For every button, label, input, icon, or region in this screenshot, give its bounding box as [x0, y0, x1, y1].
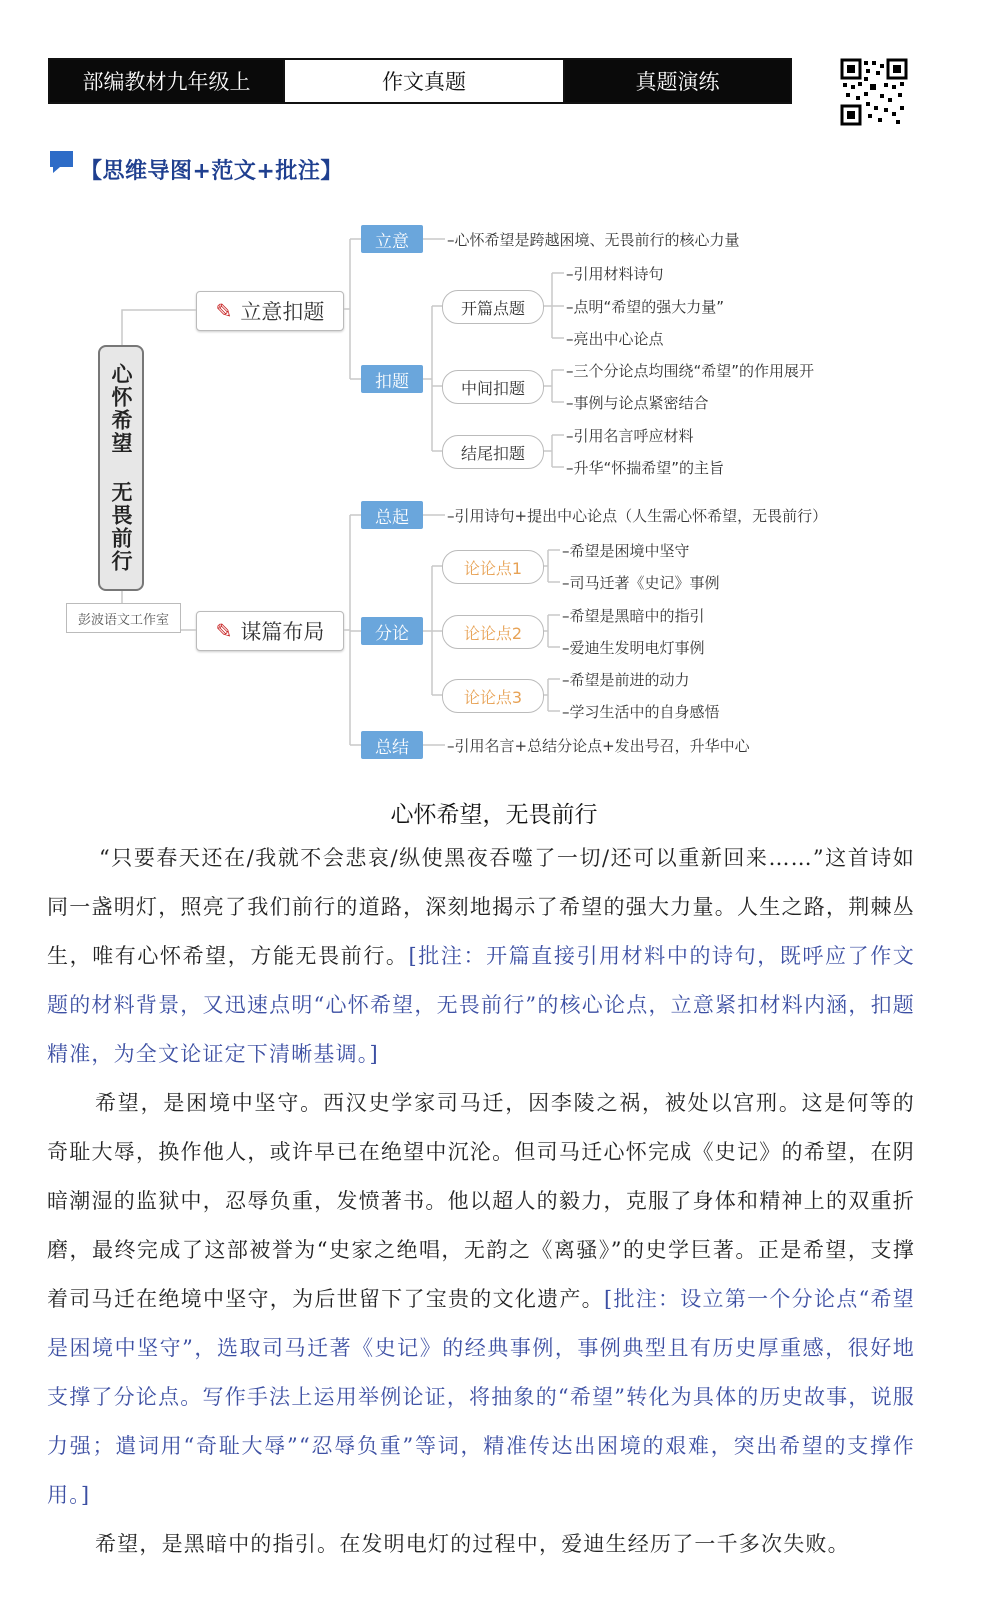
leaf-kaipian-1: –引用材料诗句	[566, 265, 664, 283]
article-paragraph-1	[47, 834, 915, 1079]
pill-kaipian: 开篇点题	[442, 290, 544, 324]
article-paragraph-3	[47, 1520, 915, 1569]
mind-map-root: 心怀希望 无畏前行	[98, 345, 144, 591]
pencil-icon: ✎	[215, 299, 233, 323]
leaf-jiewei-1: –引用名言呼应材料	[566, 427, 694, 445]
pill-point-2: 论论点2	[442, 615, 544, 649]
leaf-zhongjian-1: –三个分论点均围绕“希望”的作用展开	[566, 362, 815, 380]
article-title: 心怀希望，无畏前行	[390, 802, 598, 828]
leaf-point-2-a: –希望是黑暗中的指引	[562, 607, 705, 625]
leaf-point-2-b: –爱迪生发明电灯事例	[562, 639, 705, 657]
header-practice-cell: 真题演练	[565, 60, 790, 102]
pencil-icon: ✎	[215, 619, 233, 643]
leaf-zongjie: –引用名言+总结分论点+发出号召，升华中心	[447, 737, 750, 755]
leaf-kaipian-3: –亮出中心论点	[566, 330, 664, 348]
branch-moupian-buju-label: 谋篇布局	[240, 620, 325, 644]
leaf-liyi: –心怀希望是跨越困境、无畏前行的核心力量	[447, 231, 740, 249]
branch-moupian-buju	[196, 611, 344, 651]
pill-point-1: 论论点1	[442, 550, 544, 584]
paragraph-2-text: 希望，是困境中坚守。西汉史学家司马迁，因李陵之祸，被处以宫刑。这是何等的奇耻大辱，换作他人，或许早已在绝望中沉沦。但司马迁心怀完成《史记》的希望，在阴暗潮湿的监狱中，忍辱负重，发愤著书。他以超人的毅力，克服了身体和精神上的双重折磨，最终完成了这部被誉为“史家之绝唱，无韵之《离骚》”的史学巨著。正是希望，支撑着司马迁在绝境中坚守，为后世留下了宝贵的文化遗产。	[47, 1091, 915, 1311]
paragraph-3-text: 希望，是黑暗中的指引。在发明电灯的过程中，爱迪生经历了一千多次失败。	[95, 1532, 850, 1556]
tag-zongqi: 总起	[361, 501, 423, 529]
studio-label: 彭波语文工作室	[66, 603, 181, 633]
paragraph-1-text: “只要春天还在/我就不会悲哀/纵使黑夜吞噬了一切/还可以重新回来……”这首诗如同一盏明灯，照亮了我们前行的道路，深刻地揭示了希望的强大力量。人生之路，荆棘丛生，唯有心怀希望，方能无畏前行。	[47, 846, 915, 968]
article-paragraph-2	[47, 1079, 915, 1520]
leaf-zhongjian-2: –事例与论点紧密结合	[566, 394, 709, 412]
annotation-2: [批注：设立第一个分论点“希望是困境中坚守”，选取司马迁著《史记》的经典事例，事例典型且有历史厚重感，很好地支撑了分论点。写作手法上运用举例论证，将抽象的“希望”转化为具体的历史故事，说服力强；遣词用“奇耻大辱”“忍辱负重”等词，精准传达出困境的艰难，突出希望的支撑作用。]	[47, 1287, 915, 1507]
leaf-zongqi: –引用诗句+提出中心论点（人生需心怀希望，无畏前行）	[447, 507, 828, 525]
tag-fenlun: 分论	[361, 617, 423, 645]
header-category-cell: 作文真题	[283, 60, 565, 102]
chat-bubble-icon	[48, 149, 75, 175]
header-bar	[48, 58, 792, 104]
leaf-point-3-a: –希望是前进的动力	[562, 671, 690, 689]
leaf-point-3-b: –学习生活中的自身感悟	[562, 703, 720, 721]
pill-point-3: 论论点3	[442, 679, 544, 713]
annotation-1: [批注：开篇直接引用材料中的诗句，既呼应了作文题的材料背景，又迅速点明“心怀希望，无畏前行”的核心论点，立意紧扣材料内涵，扣题精准，为全文论证定下清晰基调。]	[47, 944, 915, 1066]
branch-liyi-kouti-label: 立意扣题	[240, 300, 325, 324]
tag-koti: 扣题	[361, 365, 423, 393]
leaf-point-1-a: –希望是困境中坚守	[562, 542, 690, 560]
pill-zhongjian: 中间扣题	[442, 370, 544, 404]
tag-liyi: 立意	[361, 225, 423, 253]
leaf-point-1-b: –司马迁著《史记》事例	[562, 574, 720, 592]
branch-liyi-kouti	[196, 291, 344, 331]
pill-jiewei: 结尾扣题	[442, 435, 544, 469]
tag-zongjie: 总结	[361, 731, 423, 759]
section-title: 【思维导图+范文+批注】	[80, 159, 343, 184]
leaf-kaipian-2: –点明“希望的强大力量”	[566, 298, 725, 316]
header-grade-cell: 部编教材九年级上	[50, 60, 283, 102]
leaf-jiewei-2: –升华“怀揣希望”的主旨	[566, 459, 725, 477]
qr-code-icon	[840, 58, 908, 126]
mind-map	[0, 215, 988, 775]
